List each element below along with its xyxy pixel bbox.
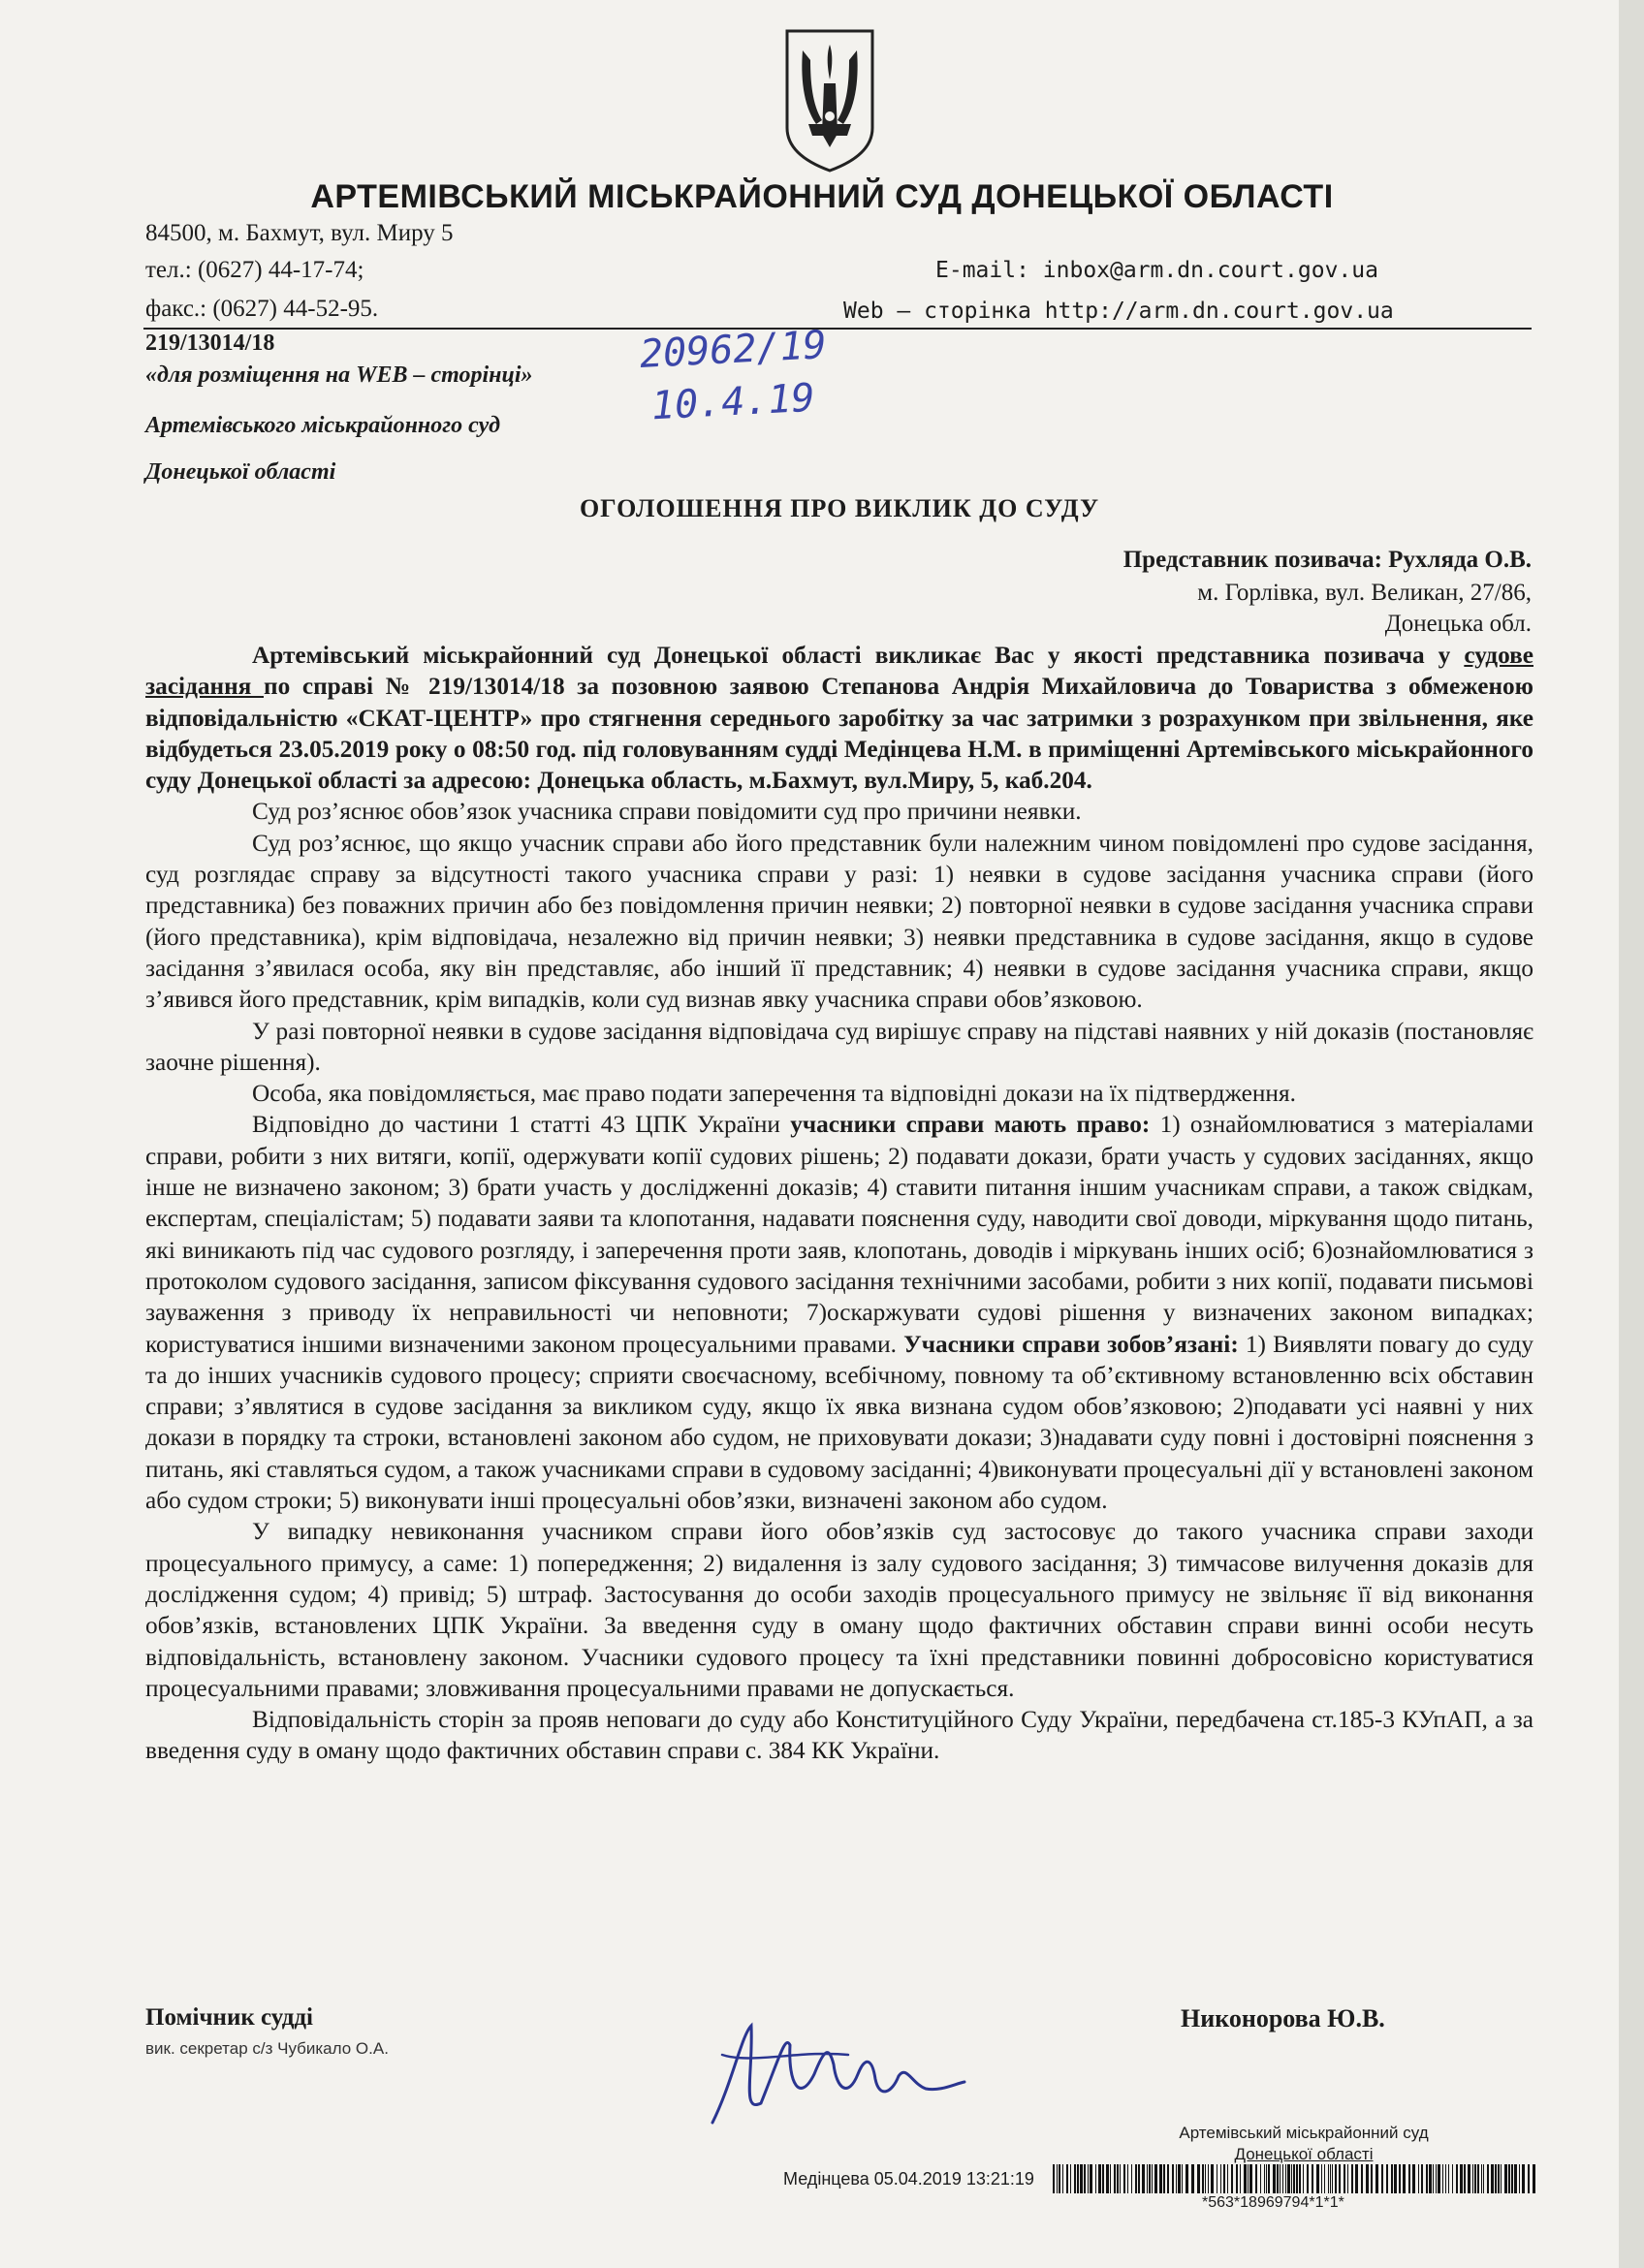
court-secretary: вик. секретар с/з Чубикало О.А. — [145, 2039, 389, 2058]
signatory-role: Помічник судді — [145, 2004, 313, 2031]
case-number: 219/13014/18 — [145, 331, 275, 356]
paragraph-liability: Відповідальність сторін за прояв неповаги до суду або Конституційного Суду України, передбачена ст.185-3 КУпАП, а за введення суду в оману щодо фактичних обставин справи с. 384 КК України. — [145, 1706, 1533, 1765]
document-heading: ОГОЛОШЕННЯ ПРО ВИКЛИК ДО СУДУ — [579, 494, 1100, 522]
barcode — [1053, 2164, 1537, 2193]
paragraph-absence-duty: Суд роз’яснює обов’язок учасника справи повідомити суд про причини неявки. — [252, 798, 1082, 826]
court-website: Web – сторінка http://arm.dn.court.gov.ua — [843, 299, 1394, 324]
paragraph-absence-consequences: Суд роз’яснює, що якщо учасник справи або його представник були належним чином повідомлені про судове засідання, суд розглядає справу за відсутності такого учасника справи у разі: 1) неявки в судове засідання учасника справи (його представника) без поважних причин або без повідомлення причин неявки; 2) повторної неявки в судове засідання учасника справи (його представника), крім відповідача, незалежно від причин неявки; 3) неявки представника в судове засідання, якщо в судове засідання з’явилася особа, яку він представляє, або інший її представник; 4) неявки в судове засідання учасника справи, якщо з’явився його представник, крім випадків, коли суд визнав явку учасника справи обов’язковою. — [145, 829, 1533, 1014]
handwritten-signature — [693, 1997, 974, 2142]
court-line-2: Донецької області — [145, 459, 336, 485]
paragraph-rights-duties: Відповідно до частини 1 статті 43 ЦПК України учасники справи мають право: 1) ознайомлюватися з матеріалами справи, робити з них витяги, копії, одержувати копії судових рішень; 2) подавати докази, брати участь у судових засіданнях, якщо інше не визначено законом; 3) брати участь у дослідженні доказів; 4) ставити питання іншим учасникам справи, а також свідкам, експертам, спеціалістам; 5) подавати заяви та клопотання, надавати пояснення суду, наводити свої доводи, міркування щодо питань, які виникають під час судового розгляду, і заперечення проти заяв, клопотань, доводів і міркувань інших осіб; 6)ознайомлюватися з протоколом судового засідання, записом фіксування судового засідання технічними засобами, робити з них копії, подавати письмові зауваження з приводу їх неправильності чи неповноти; 7)оскаржувати судові рішення у визначених законом випадках; користуватися іншими визначеними законом процесуальними правами. Учасники справи зобов’язані: 1) Виявляти повагу до суду та до інших учасників судового процесу; сприяти своєчасному, всебічному, повному та об’єктивному встановленню всіх обставин справи; з’являтися в судове засідання за викликом суду, якщо їх явка визнана судом обов’язковою; 2)подавати усі наявні у них докази в порядку та строки, встановлені законом або судом, не приховувати докази; 3)надавати суду повні і достовірні пояснення з питань, які ставляться судом, а також учасниками справи в судовому засіданні; 4)виконувати процесуальні дії у встановлені законом або судом строки; 5) виконувати інші процесуальні обов’язки, визначені законом або судом. — [145, 1111, 1533, 1515]
court-address: 84500, м. Бахмут, вул. Миру 5 — [145, 220, 454, 246]
addressee-name: Представник позивача: Рухляда О.В. — [1122, 547, 1532, 573]
web-note: «для розміщення на WEB – сторінці» — [145, 362, 533, 388]
court-stamp: Артемівський міськрайонний суд Донецької області — [1179, 2124, 1429, 2163]
court-phone: тел.: (0627) 44-17-74; — [145, 257, 364, 283]
barcode-number: *563*18969794*1*1* — [1202, 2194, 1344, 2211]
notice-body — [145, 640, 1533, 1767]
addressee-address-1: м. Горлівка, вул. Великан, 27/86, — [1197, 580, 1532, 606]
signatory-name: Никонорова Ю.В. — [1181, 2004, 1385, 2032]
coat-of-arms-icon — [783, 27, 876, 174]
intro-paragraph: Артемівський міськрайонний суд Донецької області викликає Вас у якості представника позивача у судове засідання по справі № 219/13014/18 за позовною заявою Степанова Андрія Михайловича до Товариства з обмеженою відповідальністю «СКАТ-ЦЕНТР» про стягнення середнього заробітку за час затримки з розрахунком при звільнення, яке відбудеться 23.05.2019 року о 08:50 год. під головуванням судді Медінцева Н.М. в приміщенні Артемівського міськрайонного суду Донецької області за адресою: Донецька область, м.Бахмут, вул.Миру, 5, каб.204. — [145, 642, 1534, 795]
header-divider — [143, 328, 1532, 330]
electronic-registration-stamp: Медінцева 05.04.2019 13:21:19 — [783, 2169, 1034, 2189]
court-email: E-mail: inbox@arm.dn.court.gov.ua — [935, 258, 1378, 283]
handwritten-registration-number: 20962/19 — [638, 322, 828, 378]
scan-edge — [1619, 0, 1644, 2268]
paragraph-coercion-measures: У випадку невиконання учасником справи його обов’язків суд застосовує до такого учасника справи заходи процесуального примусу, а саме: 1) попередження; 2) видалення із залу судового засідання; 3) тимчасове вилучення доказів для дослідження судом; 4) привід; 5) штраф. Застосування до особи заходів процесуального примусу не звільняє її від виконання обов’язків, встановлених ЦПК України. За введення суду в оману щодо фактичних обставин справи винні особи несуть відповідальність, встановлену законом. Учасники судового процесу та їхні представники повинні добросовісно користуватися процесуальними правами; зловживання процесуальними правами не допускається. — [145, 1518, 1533, 1702]
court-title: АРТЕМІВСЬКИЙ МІСЬКРАЙОННИЙ СУД ДОНЕЦЬКОЇ ОБЛАСТІ — [310, 178, 1334, 215]
court-line-1: Артемівського міськрайонного суд — [145, 413, 501, 438]
paragraph-repeat-absence: У разі повторної неявки в судове засідання відповідача суд вирішує справу на підставі наявних у ній доказів (постановляє заочне рішення). — [145, 1017, 1533, 1076]
handwritten-date: 10.4.19 — [649, 375, 816, 429]
court-fax: факс.: (0627) 44-52-95. — [145, 296, 379, 322]
addressee-address-2: Донецька обл. — [1384, 611, 1532, 637]
paragraph-objection-right: Особа, яка повідомляється, має право подати заперечення та відповідні докази на їх підтвердження. — [252, 1080, 1296, 1108]
